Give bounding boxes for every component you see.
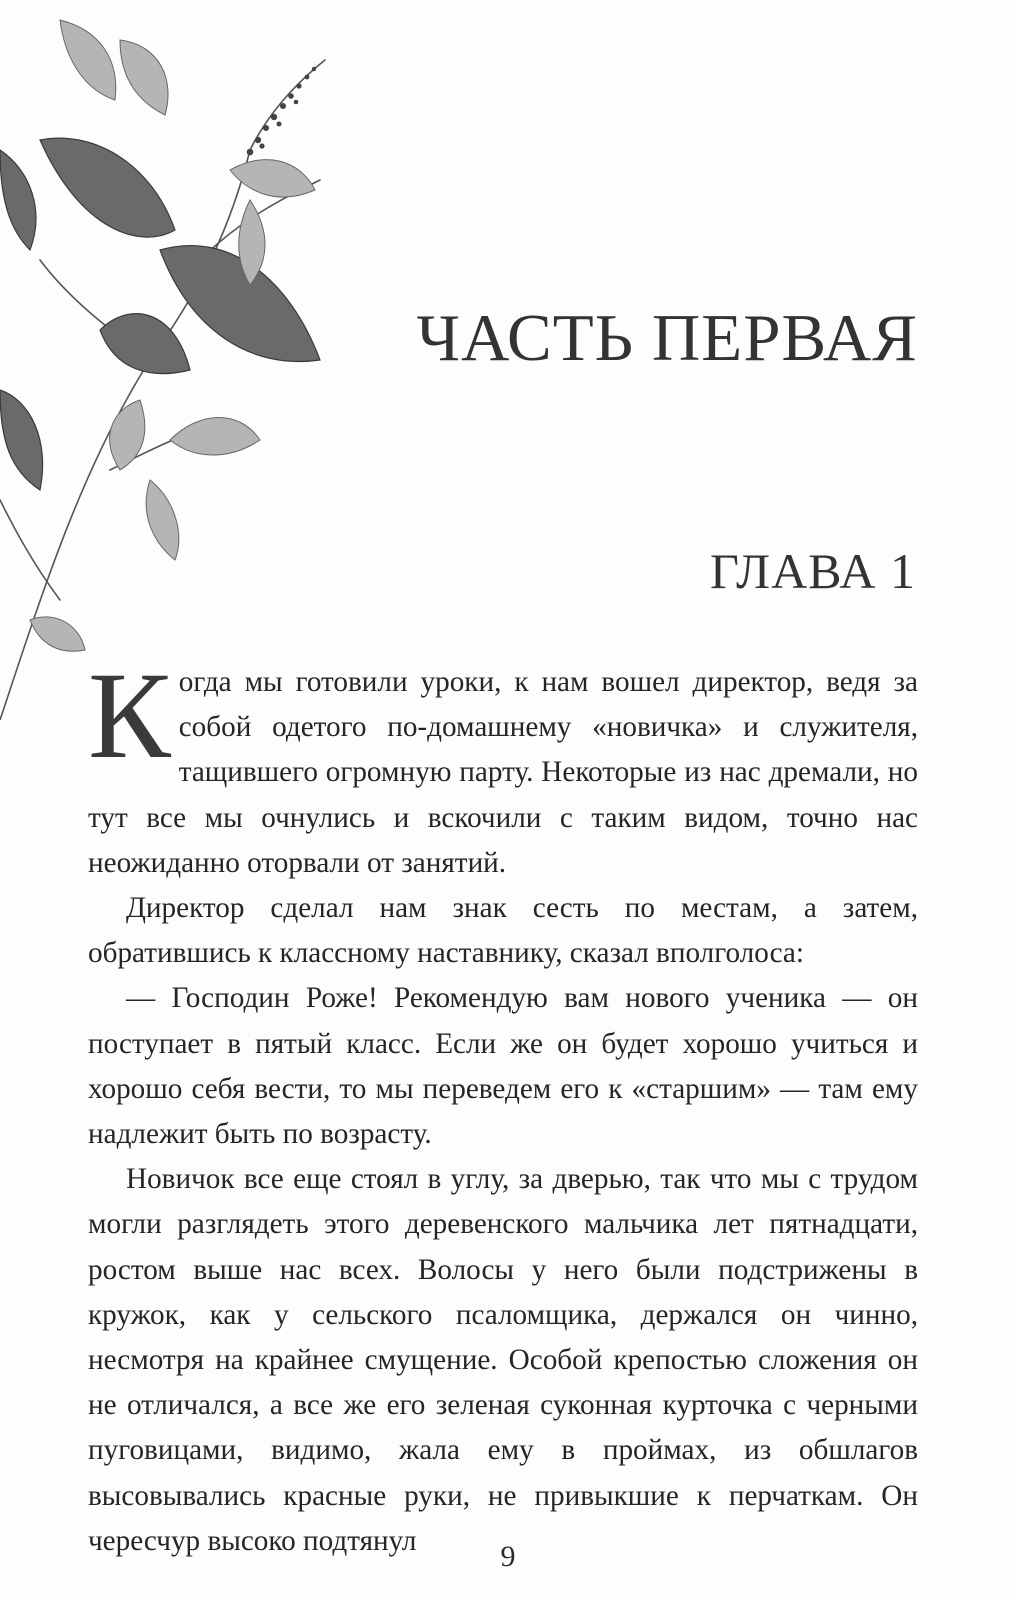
drop-cap: К [88, 647, 171, 784]
page-number: 9 [500, 1540, 516, 1573]
chapter-text [88, 647, 918, 1564]
part-title: ЧАСТЬ ПЕРВАЯ [416, 301, 918, 375]
paragraph-3: — Господин Роже! Рекомендую вам нового ученика — он поступает в пятый класс. Если же он будет хорошо учиться и хорошо себя вести, то мы переведем его к «старшим» — там ему надлежит быть по возрасту. [88, 982, 918, 1151]
paragraph-2: Директор сделал нам знак сесть по местам, а затем, обратившись к классному наставнику, сказал вполголоса: [88, 892, 918, 970]
paragraph-1 [88, 647, 918, 886]
botanical-plant-illustration [0, 0, 340, 720]
paragraph-4: Новичок все еще стоял в углу, за дверью, так что мы с трудом могли разглядеть этого деревенского мальчика лет пятнадцати, ростом выше нас всех. Волосы у него были подстрижены в кружок, как у сельского псаломщика, держался он чинно, несмотря на крайнее смущение. Особой крепостью сложения он не отличался, а все же его зеленая суконная курточка с черными пуговицами, видимо, жала ему в проймах, из обшлагов высовывались красные руки, не привыкшие к перчаткам. Он чересчур высоко подтянул [88, 1163, 918, 1557]
chapter-title: ГЛАВА 1 [710, 543, 916, 599]
paragraph-1-text: огда мы готовили уроки, к нам вошел директор, ведя за собой одетого по-домашнему «новичка» и служителя, тащившего огромную парту. Некоторые из нас дремали, но тут все мы очнулись и вскочили с таким видом, точно нас неожиданно оторвали от занятий. [88, 666, 918, 879]
